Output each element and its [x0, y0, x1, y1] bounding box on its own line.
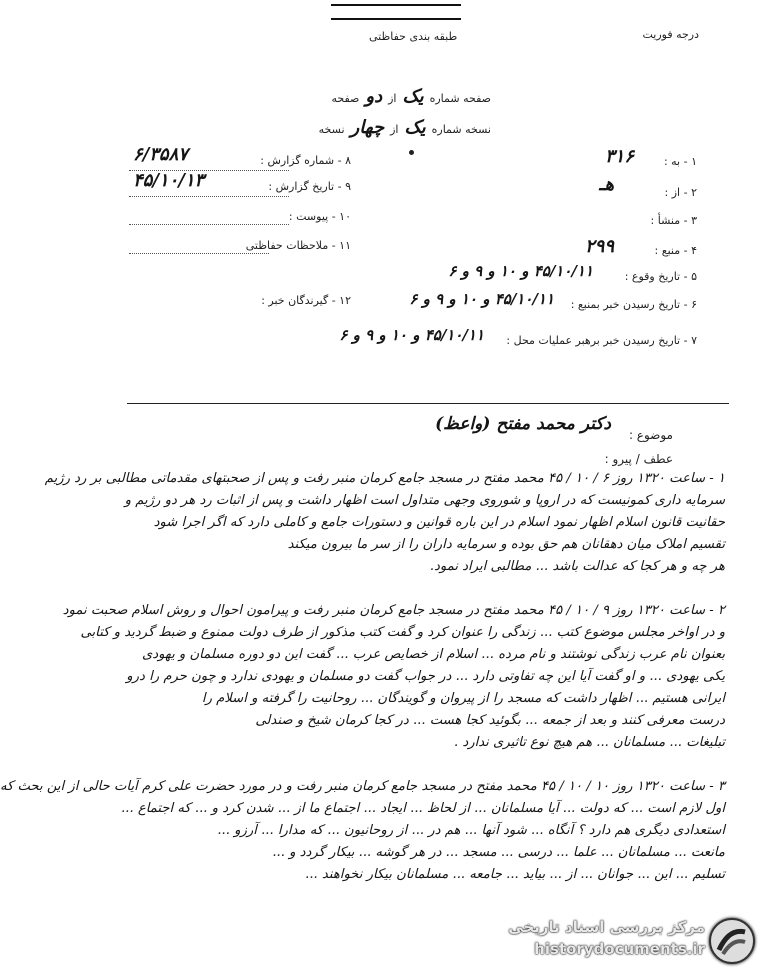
body-line: ایرانی هستیم ... اظهار داشت که مسجد را از پیروان و گویندگان ... روحانیت را گرفته و اسلام را [201, 691, 725, 706]
occurrence-date-value: ۴۵/۱۰/۱۱ و ۱۰ و ۹ و ۶ [448, 262, 593, 280]
page-total: دو [365, 86, 383, 107]
source-value: ۲۹۹ [584, 236, 614, 257]
attachment-line [129, 224, 289, 225]
header-divider [127, 403, 729, 404]
report-number-label: ۸ - شماره گزارش : [260, 154, 351, 167]
security-notes-label: ۱۱ - ملاحظات حفاظتی [245, 239, 351, 252]
body-line: تبلیغات ... مسلمانان ... هم هیچ نوع تاثیری ندارد . [453, 735, 725, 750]
security-notes-line [129, 253, 269, 254]
body-line: استعدادی دیگری هم دارد ؟ آنگاه ... شود آنها ... هم در ... از روحانیون ... که مدارا ... آرزو ... [217, 823, 725, 838]
body-line: ۲ - ساعت ۱۳۲۰ روز ۹ / ۱۰ / ۴۵ محمد مفتح در مسجد جامع کرمان منبر رفت و پیرامون احوال و روش اسلام صحبت نمود [62, 603, 725, 618]
copy-number-line [319, 117, 491, 138]
page-of: از [388, 92, 397, 105]
body-line: ۳ - ساعت ۱۳۲۰ روز ۱۰ / ۱۰ / ۴۵ محمد مفتح در مسجد جامع کرمان منبر رفت و در مورد حضرت علی کرم آیات حالی از این بحث که [0, 779, 725, 794]
occurrence-date-label: ۵ - تاریخ وقوع : [624, 270, 697, 283]
body-line: و در اواخر مجلس موضوع کتب ... زندگی را عنوان کرد و گفت کتب مذکور از طرف دولت ممنوع و ضبط گردید و کتابی [80, 625, 725, 640]
to-label: ۱ - به : [663, 155, 697, 168]
report-date-line [129, 196, 289, 197]
body-line: هر چه و هر کجا که عدالت باشد ... مطالبی ایراد نمود. [429, 559, 725, 574]
body-line: مانعت ... مسلمانان ... علما ... درسی ... مسجد ... در هر گوشه ... بیکار گردد و ... [272, 845, 725, 860]
body-line: بعنوان نام عرب زندگی نوشتند و نام مرده ... اسلام از خصایص عرب ... گفت این دو دوره مسلمان و یهودی [141, 647, 725, 662]
from-value: هـ [599, 174, 614, 195]
copy-total: چهار [350, 117, 385, 138]
classification-mark [331, 4, 461, 20]
priority-label: درجه فوریت [642, 28, 699, 41]
classification-label: طبقه بندی حفاظتی [369, 30, 458, 43]
origin-label: ۳ - منشأ : [650, 214, 697, 227]
copy-suffix: نسخه [318, 123, 345, 136]
copy-prefix: نسخه شماره [431, 123, 491, 136]
source-receipt-date-value: ۴۵/۱۰/۱۱ و ۱۰ و ۹ و ۶ [409, 290, 554, 308]
archive-name-watermark: مرکز بررسی اسناد تاریخی [508, 918, 705, 936]
archive-url-watermark: historydocuments.ir [534, 940, 705, 958]
page-suffix: صفحه [331, 92, 360, 105]
body-line: درست معرفی کنند و بعد از جمعه ... بگوئید کجا هست ... در کجا کرمان شیخ و صندلی [255, 713, 725, 728]
copy-no: یک [404, 117, 426, 138]
subject-value: دکتر محمد مفتح (واعظ) [435, 414, 611, 434]
recipients-label: ۱۲ - گیرندگان خبر : [261, 294, 351, 307]
report-date-value: ۴۵/۱۰/۱۳ [133, 170, 205, 191]
body-line: اول لازم است ... که دولت ... آیا مسلمانان ... از لحاظ ... ایجاد ... اجتماع ما از ... شدن کرد و ... که اجتماع ... [121, 801, 725, 816]
ink-mark [409, 150, 414, 155]
from-label: ۲ - از : [664, 186, 697, 199]
attachment-label: ۱۰ - پیوست : [288, 210, 351, 223]
body-line: تقسیم املاک میان دهقانان هم حق بوده و سرمایه داران را از سر ما بیرون میکند [287, 537, 725, 552]
page-prefix: صفحه شماره [429, 92, 491, 105]
subject-label: موضوع : [628, 428, 673, 442]
ops-receipt-date-label: ۷ - تاریخ رسیدن خبر برهبر عملیات محل : [506, 334, 697, 347]
body-line: سرمایه داری کمونیست که در اروپا و شوروی وجهی متداول است اظهار داشت و پس از اثبات رد هر دو رژیم و [124, 493, 725, 508]
page-number-line [331, 86, 491, 107]
page-no: یک [402, 86, 424, 107]
reference-label: عطف / پیرو : [604, 452, 673, 466]
source-label: ۴ - منبع : [654, 244, 697, 257]
body-line: ۱ - ساعت ۱۳۲۰ روز ۶ / ۱۰ / ۴۵ محمد مفتح در مسجد جامع کرمان منبر رفت و پس از صحبتهای مقدماتی مطالبی بر رد رژیم [44, 471, 725, 486]
archive-logo-icon [709, 918, 755, 964]
body-line: حقانیت قانون اسلام اظهار نمود اسلام در این باره قوانین و دستورات جامع و کاملی دارد که اگر اجرا شود [153, 515, 725, 530]
copy-of: از [390, 123, 399, 136]
report-date-label: ۹ - تاریخ گزارش : [268, 180, 351, 193]
ops-receipt-date-value: ۴۵/۱۰/۱۱ و ۱۰ و ۹ و ۶ [339, 326, 484, 344]
report-number-value: ۶/۳۵۸۷ [133, 144, 188, 165]
source-receipt-date-label: ۶ - تاریخ رسیدن خبر بمنبع : [570, 298, 697, 311]
to-value: ۳۱۶ [604, 146, 634, 167]
body-line: یکی یهودی ... و او گفت آیا این چه تفاوتی دارد ... در جواب گفت دو مسلمان و یهودی ندارد و چون حرم را درو [126, 669, 725, 684]
body-line: تسلیم ... این ... جوانان ... از ... بیاید ... جامعه ... مسلمانان بیکار نخواهند ... [305, 867, 725, 882]
